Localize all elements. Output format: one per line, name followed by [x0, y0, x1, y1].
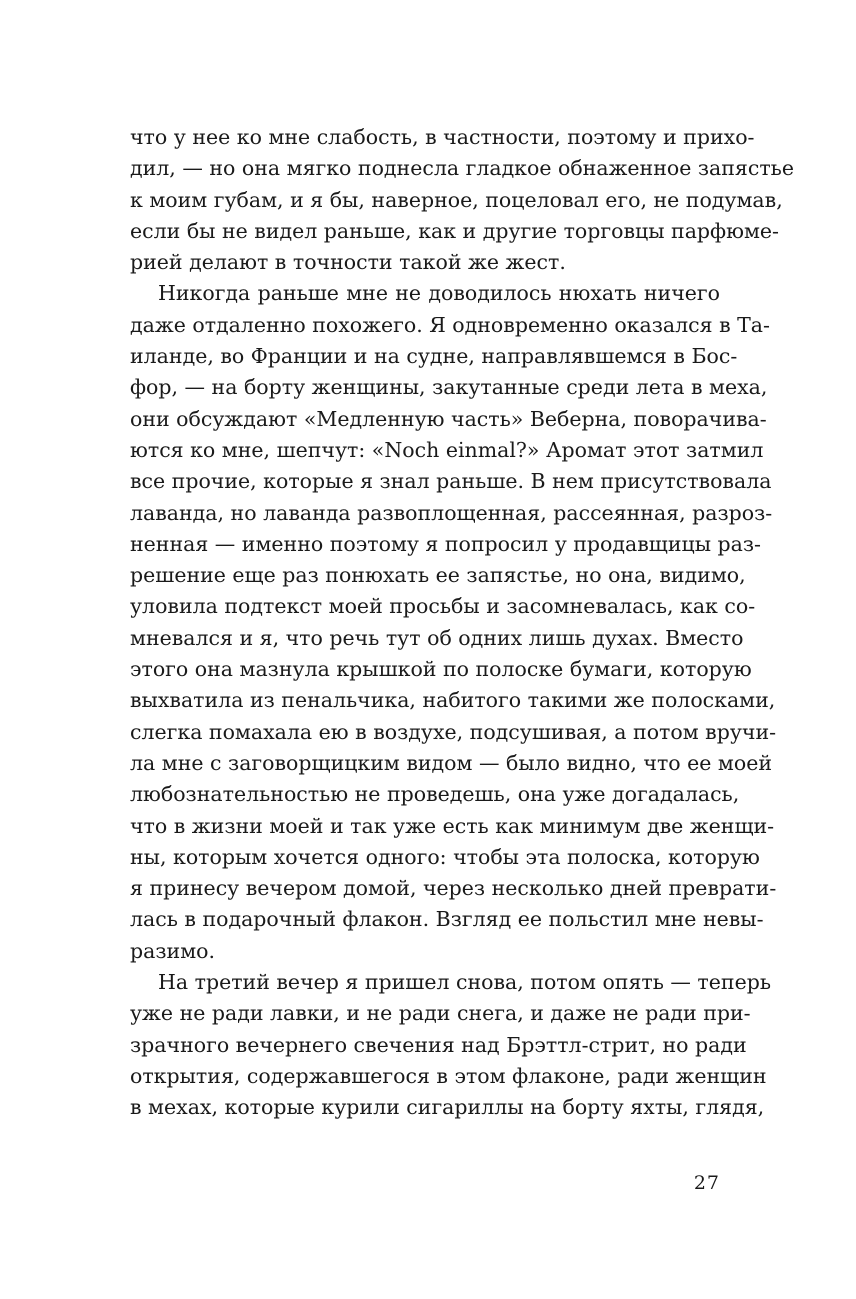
text-line: что у нее ко мне слабость, в частности, поэтому и прихо-: [130, 125, 755, 149]
text-line: выхватила из пенальчика, набитого такими же полосками,: [130, 688, 776, 713]
text-line: открытия, содержавшегося в этом флаконе, ради женщин: [130, 1063, 767, 1088]
text-line: разимо.: [130, 938, 215, 963]
text-line: ются ко мне, шепчут: «Noch einmal?» Аромат этот затмил: [130, 437, 764, 462]
text-line: решение еще раз понюхать ее запястье, но она, видимо,: [130, 563, 746, 588]
text-line: к моим губам, и я бы, наверное, поцеловал его, не подумав,: [130, 187, 783, 212]
text-line: зрачного вечернего свечения над Брэттл-стрит, но ради: [130, 1032, 747, 1057]
text-line: уловила подтекст моей просьбы и засомневалась, как со-: [130, 594, 756, 619]
text-line: что в жизни моей и так уже есть как минимум две женщи-: [130, 813, 775, 838]
text-line: рией делают в точности такой же жест.: [130, 250, 566, 275]
text-line: ны, которым хочется одного: чтобы эта полоска, которую: [130, 844, 760, 869]
text-line: иланде, во Франции и на судне, направлявшемся в Бос-: [130, 344, 738, 369]
text-line: все прочие, которые я знал раньше. В нем присутствовала: [130, 469, 772, 494]
text-line: лась в подарочный флакон. Взгляд ее польстил мне невы-: [130, 907, 764, 932]
paragraph-first-line: На третий вечер я пришел снова, потом опять — теперь: [158, 970, 771, 995]
text-line: ненная — именно поэтому я попросил у продавщицы раз-: [130, 531, 761, 556]
text-line: дил, — но она мягко поднесла гладкое обнаженное запястье: [130, 156, 794, 181]
text-line: мневался и я, что речь тут об одних лишь духах. Вместо: [130, 625, 744, 650]
text-line: в мехах, которые курили сигариллы на борту яхты, глядя,: [130, 1095, 765, 1120]
text-line: любознательностью не проведешь, она уже догадалась,: [130, 782, 740, 807]
text-line: фор, — на борту женщины, закутанные среди лета в меха,: [130, 375, 768, 400]
text-line: они обсуждают «Медленную часть» Веберна, поворачива-: [130, 406, 767, 431]
text-line: если бы не видел раньше, как и другие торговцы парфюме-: [130, 218, 779, 243]
text-line: этого она мазнула крышкой по полоске бумаги, которую: [130, 657, 752, 682]
text-line: лаванда, но лаванда развоплощенная, рассеянная, разроз-: [130, 500, 773, 525]
text-line: уже не ради лавки, и не ради снега, и даже не ради при-: [130, 1001, 751, 1026]
page-number: 27: [693, 1172, 720, 1194]
text-line: слегка помахала ею в воздухе, подсушивая, а потом вручи-: [130, 719, 777, 744]
text-line: я принесу вечером домой, через несколько дней преврати-: [130, 876, 777, 901]
text-line: даже отдаленно похожего. Я одновременно оказался в Та-: [130, 312, 770, 337]
paragraph-first-line: Никогда раньше мне не доводилось нюхать ничего: [158, 281, 720, 306]
body-text: [130, 122, 794, 1124]
text-line: ла мне с заговорщицким видом — было видно, что ее моей: [130, 750, 773, 775]
